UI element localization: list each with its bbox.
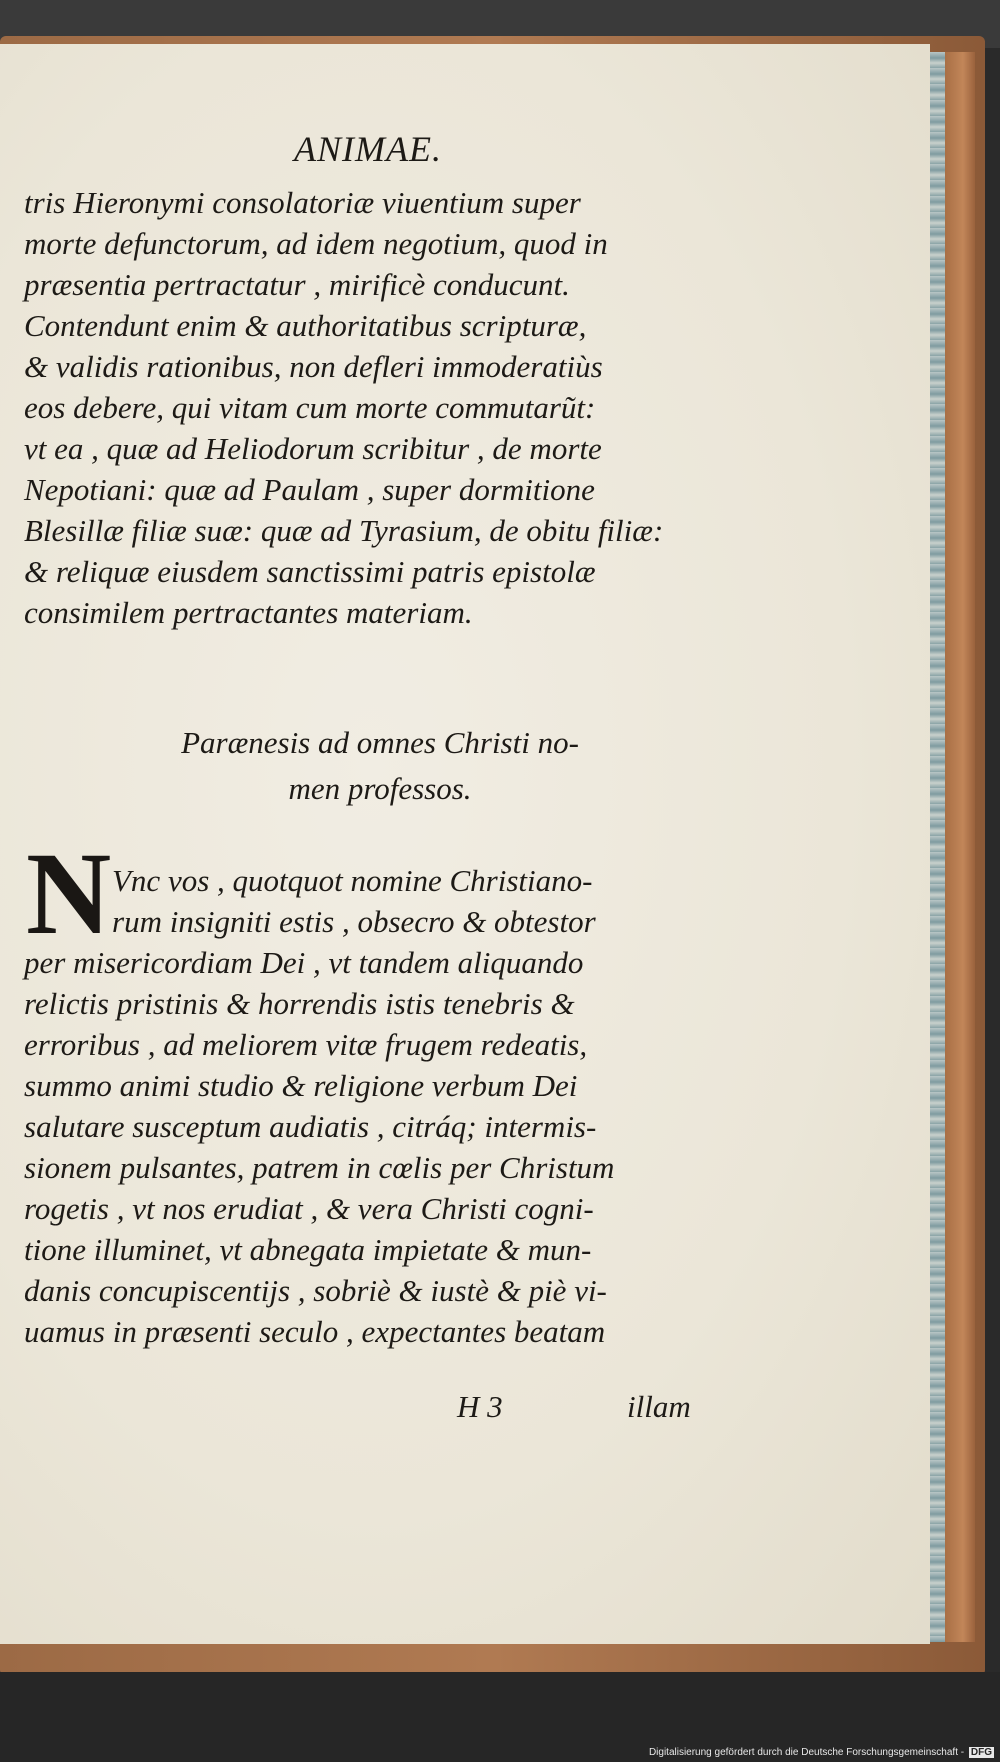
running-head: ANIMAE. xyxy=(294,129,442,169)
text-line: sionem pulsantes, patrem in cœlis per Christum xyxy=(24,1150,615,1185)
catchword: illam xyxy=(627,1389,691,1424)
text-line: morte defunctorum, ad idem negotium, quod in xyxy=(24,226,608,261)
dfg-logo: DFG xyxy=(970,1747,992,1758)
text-line: rogetis , vt nos erudiat , & vera Christi cogni- xyxy=(24,1191,594,1226)
paragraph-2 xyxy=(24,860,704,1352)
text-line: Contendunt enim & authoritatibus scripturæ, xyxy=(24,308,587,343)
text-line: tione illuminet, vt abnegata impietate & mun- xyxy=(24,1232,592,1267)
text-line: Blesillæ filiæ suæ: quæ ad Tyrasium, de obitu filiæ: xyxy=(24,513,664,548)
text-line: Vnc vos , quotquot nomine Christiano- xyxy=(112,863,593,898)
text-line: danis concupiscentijs , sobriè & iustè & piè vi- xyxy=(24,1273,607,1308)
text-line: præsentia pertractatur , mirificè conducunt. xyxy=(24,267,570,302)
section-heading xyxy=(100,720,660,812)
digitization-credit xyxy=(649,1747,994,1758)
text-line: salutare susceptum audiatis , citráq; intermis- xyxy=(24,1109,597,1144)
text-line: consimilem pertractantes materiam. xyxy=(24,595,473,630)
paragraph-1 xyxy=(24,182,704,633)
text-line: summo animi studio & religione verbum Dei xyxy=(24,1068,578,1103)
text-line: uamus in præsenti seculo , expectantes beatam xyxy=(24,1314,606,1349)
text-line: & validis rationibus, non defleri immoderatiùs xyxy=(24,349,603,384)
scan-background-bottom xyxy=(0,1672,1000,1762)
text-line: Nepotiani: quæ ad Paulam , super dormitione xyxy=(24,472,595,507)
text-line: erroribus , ad meliorem vitæ frugem redeatis, xyxy=(24,1027,588,1062)
text-line: per misericordiam Dei , vt tandem aliquando xyxy=(24,945,584,980)
leather-binding xyxy=(945,52,975,1642)
text-line: vt ea , quæ ad Heliodorum scribitur , de morte xyxy=(24,431,602,466)
text-line: tris Hieronymi consolatoriæ viuentium super xyxy=(24,185,581,220)
credit-text: Digitalisierung gefördert durch die Deutsche Forschungsgemeinschaft - xyxy=(648,1747,965,1758)
heading-line: men professos. xyxy=(288,771,472,806)
text-line: eos debere, qui vitam cum morte commutarũt: xyxy=(24,390,596,425)
signature-mark: H 3 xyxy=(457,1389,503,1424)
text-line: & reliquæ eiusdem sanctissimi patris epistolæ xyxy=(24,554,596,589)
text-line: rum insigniti estis , obsecro & obtestor xyxy=(112,904,596,939)
drop-capital: N xyxy=(26,828,112,959)
text-line: relictis pristinis & horrendis istis tenebris & xyxy=(24,986,575,1021)
heading-line: Parænesis ad omnes Christi no- xyxy=(181,725,579,760)
